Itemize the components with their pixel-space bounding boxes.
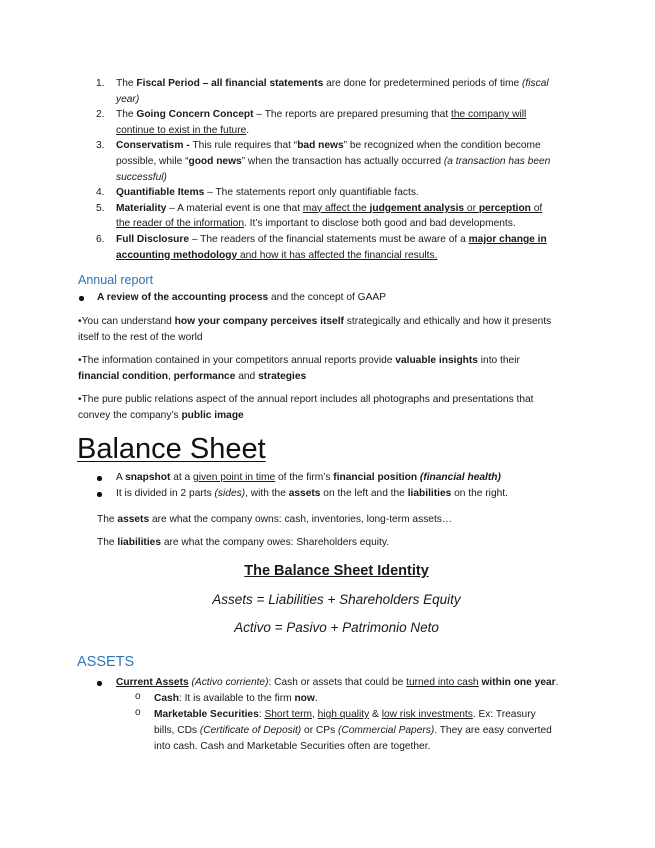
principle-line: [116, 170, 578, 186]
principle-item: [78, 107, 578, 138]
text-run: A review of the accounting process: [97, 292, 269, 303]
text-run: convey the company’s: [78, 410, 182, 421]
text-run: – The reports are prepared presuming that: [253, 109, 451, 121]
item-line: [154, 707, 552, 723]
principle-item: [78, 201, 578, 232]
text-run: ,: [312, 709, 318, 720]
text-run: judgement analysis: [369, 202, 465, 214]
text-run: Materiality: [116, 202, 167, 214]
text-run: – The readers of the financial statements must be aware of a: [189, 233, 469, 245]
list-number: 5.: [96, 202, 105, 214]
text-run: assets: [117, 514, 150, 525]
principle-item: [78, 138, 578, 185]
text-run: : Cash or assets that could be: [268, 677, 407, 688]
principle-line: [116, 154, 578, 170]
principle-item: [78, 232, 578, 263]
text-run: .: [555, 677, 559, 688]
text-run: high quality: [317, 709, 370, 720]
principle-line: [116, 107, 578, 123]
text-run: into cash. Cash and Marketable Securities often are together.: [154, 741, 431, 752]
item-line: [154, 723, 552, 739]
text-run: are done for predetermined periods of time: [323, 78, 523, 89]
text-run: (a transaction has been: [443, 155, 551, 167]
principles-list: [78, 76, 578, 263]
text-run: into their: [477, 355, 520, 366]
text-run: strategically and ethically and how it presents: [343, 316, 552, 327]
principle-line: [116, 216, 578, 232]
text-run: good news: [188, 155, 242, 167]
text-run: now: [294, 693, 315, 704]
text-run: turned into cash: [406, 677, 479, 688]
text-run: given point in time: [193, 472, 276, 483]
text-run: Conservatism -: [116, 140, 193, 152]
principle-line: [116, 185, 578, 201]
text-run: The: [97, 514, 118, 525]
principle-line: [116, 248, 578, 264]
annual-report-para-1: [78, 314, 551, 346]
text-run: or CPs: [301, 725, 338, 736]
bullet-icon: [79, 296, 84, 301]
text-run: how your company perceives itself: [174, 316, 344, 327]
text-run: , with the: [245, 488, 289, 499]
text-run: within one year: [481, 677, 556, 688]
text-run: assets: [288, 488, 321, 499]
text-run: (sides): [214, 488, 246, 499]
liabilities-definition: [97, 535, 389, 551]
text-run: itself to the rest of the world: [78, 332, 203, 343]
current-assets-item: [116, 675, 558, 691]
text-run: – A material event is one that: [166, 202, 303, 214]
text-run: and: [235, 371, 259, 382]
text-run: are what the company owns: cash, inventories, long-term assets…: [149, 514, 453, 525]
para-line: [78, 330, 551, 346]
text-run: continue to exist in the future: [116, 124, 247, 136]
para-line: [78, 408, 534, 424]
text-run: year): [116, 93, 140, 105]
text-run: •The information contained in your competitors annual reports provide: [78, 355, 396, 366]
list-number: 6.: [96, 233, 105, 245]
text-run: The: [97, 537, 118, 548]
text-run: A: [116, 472, 126, 483]
assets-definition: [97, 512, 452, 528]
text-run: .: [246, 124, 250, 136]
text-run: valuable insights: [395, 355, 478, 366]
principle-line: [116, 123, 578, 139]
text-run: financial position: [333, 472, 418, 483]
balance-sheet-bullet-2: [116, 486, 508, 502]
text-run: (financial health): [419, 472, 501, 483]
text-run: and the concept of GAAP: [268, 292, 386, 303]
text-run: .: [314, 693, 318, 704]
principle-line: [116, 201, 578, 217]
text-run: •The pure public relations aspect of the annual report includes all photographs and presentations that: [78, 394, 534, 405]
text-run: (Certificate of Deposit): [199, 725, 302, 736]
text-run: (fiscal: [522, 78, 549, 89]
text-run: financial condition: [78, 371, 168, 382]
text-run: bills, CDs: [154, 725, 200, 736]
list-number: 1.: [96, 78, 105, 89]
principle-item: [78, 76, 578, 107]
text-run: &: [369, 709, 382, 720]
text-run: . It’s important to disclose both good and bad developments.: [244, 218, 516, 230]
circle-bullet-icon: o: [135, 691, 141, 702]
text-run: the company will: [451, 109, 527, 121]
text-run: accounting methodology: [116, 249, 238, 261]
text-run: the reader of the information: [116, 218, 244, 230]
para-line: [78, 369, 520, 385]
para-line: [78, 353, 520, 369]
annual-report-para-3: [78, 392, 534, 424]
principle-line: [116, 232, 578, 248]
list-number: 4.: [96, 187, 105, 199]
text-run: Going Concern Concept: [136, 109, 254, 121]
text-run: possible, while “: [116, 155, 189, 167]
text-run: may affect the: [302, 202, 370, 214]
text-run: public image: [181, 410, 244, 421]
text-run: •You can understand: [78, 316, 175, 327]
text-run: Cash: [154, 693, 179, 704]
bullet-icon: [97, 492, 102, 497]
text-run: This rule requires that “: [192, 140, 298, 152]
text-run: low risk investments: [381, 709, 473, 720]
text-run: The: [116, 109, 137, 121]
annual-report-para-2: [78, 353, 520, 385]
text-run: – The statements report only quantifiable facts.: [204, 187, 419, 199]
text-run: successful): [116, 171, 167, 183]
text-run: Full Disclosure: [116, 233, 190, 245]
text-run: Short term: [264, 709, 312, 720]
text-run: on the right.: [451, 488, 508, 499]
text-run: performance: [173, 371, 236, 382]
text-run: strategies: [258, 371, 307, 382]
text-run: It is divided in 2 parts: [116, 488, 215, 499]
text-run: liabilities: [407, 488, 452, 499]
identity-equation-es: Activo = Pasivo + Patrimonio Neto: [234, 620, 439, 635]
text-run: bad news: [297, 140, 344, 152]
cash-item: [154, 691, 318, 707]
text-run: : It is available to the firm: [178, 693, 295, 704]
para-line: [78, 392, 534, 408]
balance-sheet-bullet-1: [116, 470, 501, 486]
text-run: of the firm’s: [275, 472, 334, 483]
text-run: of: [530, 202, 543, 214]
text-run: ,: [168, 371, 174, 382]
identity-equation-en: Assets = Liabilities + Shareholders Equity: [212, 592, 461, 607]
text-run: Current Assets: [116, 677, 189, 688]
list-number: 2.: [96, 109, 105, 121]
bullet-icon: [97, 681, 102, 686]
text-run: Quantifiable Items: [116, 187, 205, 199]
text-run: :: [258, 709, 265, 720]
text-run: ” when the transaction has actually occurred: [241, 155, 444, 167]
text-run: snapshot: [125, 472, 171, 483]
text-run: are what the company owes: Shareholders equity.: [161, 537, 390, 548]
text-run: perception: [478, 202, 531, 214]
text-run: at a: [170, 472, 194, 483]
principle-item: [78, 185, 578, 201]
annual-report-heading: Annual report: [78, 273, 154, 287]
assets-heading: ASSETS: [77, 654, 135, 670]
text-run: ” be recognized when the condition become: [343, 140, 541, 152]
list-number: 3.: [96, 140, 105, 152]
identity-title: The Balance Sheet Identity: [244, 563, 429, 579]
text-run: major change in: [468, 233, 547, 245]
para-line: [78, 314, 551, 330]
item-line: [154, 739, 552, 755]
text-run: on the left and the: [320, 488, 408, 499]
text-run: (Commercial Papers): [338, 725, 435, 736]
text-run: Fiscal Period: [136, 78, 200, 89]
bullet-icon: [97, 476, 102, 481]
text-run: –: [199, 78, 212, 89]
text-run: Marketable Securities: [154, 709, 259, 720]
balance-sheet-title: Balance Sheet: [77, 433, 266, 465]
text-run: . They are easy converted: [434, 725, 552, 736]
annual-report-bullet: [97, 290, 386, 306]
text-run: or: [464, 202, 479, 214]
marketable-securities-item: [154, 707, 552, 755]
text-run: all financial statements: [211, 78, 324, 89]
circle-bullet-icon: o: [135, 707, 141, 718]
text-run: The: [116, 78, 137, 89]
principle-line: [116, 76, 578, 92]
text-run: . Ex: Treasury: [472, 709, 536, 720]
principle-line: [116, 92, 578, 108]
text-run: and how it has affected the financial results.: [237, 249, 438, 261]
text-run: liabilities: [117, 537, 161, 548]
principle-line: [116, 138, 578, 154]
text-run: (Activo corriente): [191, 677, 269, 688]
